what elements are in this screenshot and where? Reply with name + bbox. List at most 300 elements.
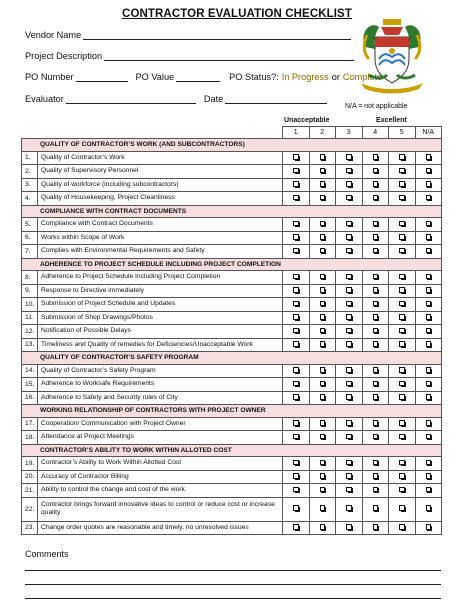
rating-checkbox[interactable] (399, 248, 405, 254)
rating-cell (362, 484, 389, 498)
rating-checkbox[interactable] (320, 301, 326, 307)
rating-cell (415, 192, 442, 206)
rating-cell (336, 298, 363, 312)
rating-checkbox[interactable] (426, 473, 432, 479)
rating-cell (283, 431, 310, 445)
rating-checkbox[interactable] (399, 221, 405, 227)
rating-cell (309, 417, 336, 431)
rating-checkbox[interactable] (373, 154, 379, 160)
rating-cell (389, 521, 416, 535)
rating-checkbox[interactable] (399, 168, 405, 174)
rating-cell (336, 151, 363, 165)
rating-checkbox[interactable] (346, 328, 352, 334)
rating-checkbox[interactable] (293, 460, 299, 466)
rating-checkbox[interactable] (373, 248, 379, 254)
rating-checkbox[interactable] (426, 367, 432, 373)
rating-checkbox[interactable] (320, 505, 326, 511)
rating-checkbox[interactable] (373, 314, 379, 320)
rating-checkbox[interactable] (426, 274, 432, 280)
date-field[interactable] (225, 95, 327, 104)
table-row (22, 298, 442, 312)
rating-cell (389, 417, 416, 431)
po-status-complete[interactable]: Complete (342, 72, 383, 82)
po-value-field[interactable] (176, 73, 220, 82)
rating-checkbox[interactable] (373, 168, 379, 174)
rating-checkbox[interactable] (399, 381, 405, 387)
rating-checkbox[interactable] (293, 367, 299, 373)
rating-checkbox[interactable] (426, 301, 432, 307)
item-criterion: Timeliness and Quality of remedies for Deficiencies/Unacceptable Work (38, 338, 283, 352)
rating-checkbox[interactable] (426, 328, 432, 334)
rating-cell (283, 470, 310, 484)
rating-cell (362, 178, 389, 192)
po-number-field[interactable] (76, 73, 128, 82)
item-number: 4. (22, 192, 38, 206)
project-description-row (25, 51, 356, 61)
rating-checkbox[interactable] (426, 234, 432, 240)
rating-checkbox[interactable] (320, 234, 326, 240)
rating-checkbox[interactable] (426, 341, 432, 347)
rating-cell (415, 417, 442, 431)
rating-checkbox[interactable] (293, 341, 299, 347)
rating-cell (362, 457, 389, 471)
rating-cell (283, 151, 310, 165)
rating-cell (309, 311, 336, 325)
rating-checkbox[interactable] (293, 328, 299, 334)
rating-checkbox[interactable] (399, 420, 405, 426)
rating-cell (309, 484, 336, 498)
rating-cell (336, 218, 363, 232)
comments-line[interactable] (25, 584, 441, 585)
rating-checkbox[interactable] (373, 367, 379, 373)
rating-cell (389, 284, 416, 298)
rating-cell (362, 165, 389, 179)
rating-cell (336, 364, 363, 378)
rating-cell (389, 311, 416, 325)
rating-checkbox[interactable] (399, 154, 405, 160)
item-number: 16. (22, 391, 38, 405)
item-criterion: Response to Directive immediately (38, 284, 283, 298)
rating-checkbox[interactable] (426, 168, 432, 174)
rating-cell (389, 298, 416, 312)
rating-checkbox[interactable] (293, 301, 299, 307)
rating-checkbox[interactable] (320, 524, 326, 530)
rating-checkbox[interactable] (426, 434, 432, 440)
rating-cell (389, 338, 416, 352)
rating-cell (389, 325, 416, 339)
rating-cell (283, 325, 310, 339)
scale-high-label: Excellent (376, 117, 407, 124)
rating-checkbox[interactable] (373, 328, 379, 334)
rating-checkbox[interactable] (293, 434, 299, 440)
rating-checkbox[interactable] (399, 195, 405, 201)
rating-cell (336, 417, 363, 431)
na-note: N/A = not applicable (345, 103, 408, 110)
item-criterion: Adherence to Project Schedule Including Project Completion (38, 271, 283, 285)
rating-cell (309, 192, 336, 206)
rating-column-header: N/A (415, 127, 442, 139)
rating-checkbox[interactable] (346, 195, 352, 201)
item-criterion: Change order quotes are reasonable and timely, no unresolved issues (38, 521, 283, 535)
rating-checkbox[interactable] (346, 367, 352, 373)
rating-checkbox[interactable] (346, 487, 352, 493)
rating-checkbox[interactable] (373, 287, 379, 293)
table-row (22, 521, 442, 535)
rating-checkbox[interactable] (346, 248, 352, 254)
rating-cell (309, 245, 336, 259)
rating-checkbox[interactable] (293, 287, 299, 293)
rating-checkbox[interactable] (426, 420, 432, 426)
rating-checkbox[interactable] (293, 168, 299, 174)
item-criterion: Quality of Contractor’s Safety Program (38, 364, 283, 378)
rating-cell (283, 497, 310, 521)
table-row (22, 417, 442, 431)
rating-cell (415, 165, 442, 179)
rating-checkbox[interactable] (346, 434, 352, 440)
rating-checkbox[interactable] (320, 381, 326, 387)
rating-checkbox[interactable] (320, 181, 326, 187)
rating-checkbox[interactable] (399, 301, 405, 307)
rating-checkbox[interactable] (373, 195, 379, 201)
rating-checkbox[interactable] (320, 328, 326, 334)
rating-cell (283, 521, 310, 535)
rating-checkbox[interactable] (399, 314, 405, 320)
table-row (22, 431, 442, 445)
item-number: 3. (22, 178, 38, 192)
rating-cell (415, 271, 442, 285)
rating-checkbox[interactable] (373, 381, 379, 387)
rating-cell (336, 231, 363, 245)
rating-cell (336, 165, 363, 179)
rating-checkbox[interactable] (320, 195, 326, 201)
rating-checkbox[interactable] (399, 287, 405, 293)
rating-checkbox[interactable] (426, 195, 432, 201)
rating-cell (283, 391, 310, 405)
rating-checkbox[interactable] (426, 394, 432, 400)
rating-checkbox[interactable] (293, 248, 299, 254)
vendor-name-field[interactable] (83, 31, 351, 40)
rating-checkbox[interactable] (320, 154, 326, 160)
rating-cell (415, 284, 442, 298)
table-row (22, 192, 442, 206)
po-status-or: or (331, 72, 340, 82)
item-number: 19. (22, 457, 38, 471)
rating-checkbox[interactable] (426, 221, 432, 227)
coat-of-arms-icon (357, 17, 427, 95)
item-criterion: Quality of Housekeeping, Project Cleanliness (38, 192, 283, 206)
rating-cell (336, 470, 363, 484)
rating-checkbox[interactable] (426, 248, 432, 254)
rating-cell (362, 271, 389, 285)
rating-checkbox[interactable] (399, 394, 405, 400)
rating-checkbox[interactable] (346, 394, 352, 400)
section-title: QUALITY OF CONTRACTOR’S WORK (AND SUBCONTRACTORS) (22, 139, 442, 152)
rating-checkbox[interactable] (399, 460, 405, 466)
rating-checkbox[interactable] (426, 314, 432, 320)
rating-checkbox[interactable] (293, 473, 299, 479)
rating-checkbox[interactable] (346, 154, 352, 160)
rating-cell (362, 364, 389, 378)
rating-checkbox[interactable] (320, 341, 326, 347)
rating-checkbox[interactable] (320, 394, 326, 400)
item-criterion: Contractor brings forward innovative ideas to control or reduce cost or increase quality (38, 497, 283, 521)
item-criterion: Complies with Environmental Requirements and Safety (38, 245, 283, 259)
rating-cell (309, 391, 336, 405)
rating-checkbox[interactable] (426, 505, 432, 511)
rating-checkbox[interactable] (346, 341, 352, 347)
rating-checkbox[interactable] (426, 154, 432, 160)
rating-cell (283, 364, 310, 378)
rating-cell (309, 165, 336, 179)
rating-cell (309, 284, 336, 298)
rating-cell (309, 521, 336, 535)
item-number: 2. (22, 165, 38, 179)
rating-checkbox[interactable] (373, 420, 379, 426)
table-row (22, 378, 442, 392)
rating-checkbox[interactable] (293, 505, 299, 511)
item-number: 15. (22, 378, 38, 392)
rating-cell (336, 245, 363, 259)
rating-checkbox[interactable] (293, 195, 299, 201)
table-row (22, 470, 442, 484)
rating-cell (415, 521, 442, 535)
table-row (22, 338, 442, 352)
rating-checkbox[interactable] (293, 221, 299, 227)
section-header-row (22, 352, 442, 365)
rating-checkbox[interactable] (373, 460, 379, 466)
rating-checkbox[interactable] (373, 487, 379, 493)
item-criterion: Quality of workforce (including subcontractors) (38, 178, 283, 192)
rating-checkbox[interactable] (320, 248, 326, 254)
evaluator-field[interactable] (66, 95, 196, 104)
rating-checkbox[interactable] (346, 473, 352, 479)
rating-checkbox[interactable] (320, 287, 326, 293)
po-status-label: PO Status?: (229, 72, 279, 82)
rating-checkbox[interactable] (426, 287, 432, 293)
rating-checkbox[interactable] (426, 487, 432, 493)
item-criterion: Cooperation/ Communication with Project Owner (38, 417, 283, 431)
rating-cell (336, 378, 363, 392)
rating-checkbox[interactable] (346, 301, 352, 307)
rating-checkbox[interactable] (346, 420, 352, 426)
rating-checkbox[interactable] (320, 434, 326, 440)
rating-cell (362, 311, 389, 325)
project-description-field[interactable] (104, 52, 354, 61)
rating-checkbox[interactable] (373, 341, 379, 347)
rating-cell (415, 231, 442, 245)
rating-cell (309, 218, 336, 232)
rating-checkbox[interactable] (320, 274, 326, 280)
rating-cell (309, 151, 336, 165)
rating-checkbox[interactable] (320, 487, 326, 493)
rating-cell (389, 178, 416, 192)
rating-column-header: 2 (309, 127, 336, 139)
rating-cell (336, 391, 363, 405)
vendor-name-label: Vendor Name (25, 30, 82, 40)
rating-checkbox[interactable] (399, 181, 405, 187)
rating-cell (362, 245, 389, 259)
rating-checkbox[interactable] (346, 221, 352, 227)
rating-cell (336, 521, 363, 535)
rating-checkbox[interactable] (293, 487, 299, 493)
rating-checkbox[interactable] (373, 434, 379, 440)
rating-checkbox[interactable] (346, 381, 352, 387)
item-number: 22. (22, 497, 38, 521)
rating-checkbox[interactable] (399, 341, 405, 347)
rating-cell (362, 470, 389, 484)
table-row (22, 325, 442, 339)
rating-checkbox[interactable] (346, 505, 352, 511)
section-header-row (22, 405, 442, 418)
rating-checkbox[interactable] (346, 460, 352, 466)
rating-cell (415, 151, 442, 165)
item-criterion: Ability to control the change and cost of the work (38, 484, 283, 498)
item-number: 13. (22, 338, 38, 352)
rating-checkbox[interactable] (399, 524, 405, 530)
item-number: 5. (22, 218, 38, 232)
rating-cell (389, 165, 416, 179)
rating-checkbox[interactable] (293, 381, 299, 387)
rating-checkbox[interactable] (346, 524, 352, 530)
item-criterion: Quality of Supervisory Personnel (38, 165, 283, 179)
po-status-in-progress[interactable]: In Progress (281, 72, 329, 82)
table-row (22, 364, 442, 378)
table-row (22, 271, 442, 285)
rating-checkbox[interactable] (373, 181, 379, 187)
table-row (22, 484, 442, 498)
rating-cell (362, 192, 389, 206)
date-label: Date (203, 94, 224, 104)
rating-column-header: 3 (336, 127, 363, 139)
rating-cell (362, 231, 389, 245)
rating-cell (283, 417, 310, 431)
rating-cell (389, 245, 416, 259)
rating-cell (415, 325, 442, 339)
rating-cell (336, 431, 363, 445)
rating-checkbox[interactable] (399, 274, 405, 280)
rating-checkbox[interactable] (320, 168, 326, 174)
rating-cell (362, 431, 389, 445)
rating-checkbox[interactable] (346, 168, 352, 174)
rating-cell (309, 457, 336, 471)
rating-cell (415, 470, 442, 484)
po-number-label: PO Number (25, 72, 74, 82)
rating-cell (362, 417, 389, 431)
rating-checkbox[interactable] (373, 394, 379, 400)
rating-checkbox[interactable] (373, 505, 379, 511)
rating-cell (415, 457, 442, 471)
rating-cell (309, 338, 336, 352)
rating-checkbox[interactable] (373, 473, 379, 479)
item-number: 14. (22, 364, 38, 378)
rating-header-row (22, 127, 442, 139)
rating-checkbox[interactable] (346, 181, 352, 187)
section-title: COMPLIANCE WITH CONTRACT DOCUMENTS (22, 205, 442, 218)
rating-cell (415, 378, 442, 392)
rating-checkbox[interactable] (320, 221, 326, 227)
rating-cell (309, 470, 336, 484)
item-criterion: Submission of Shop Drawings/Photos (38, 311, 283, 325)
rating-cell (336, 497, 363, 521)
rating-cell (283, 378, 310, 392)
rating-cell (415, 364, 442, 378)
rating-cell (415, 245, 442, 259)
rating-cell (415, 311, 442, 325)
table-row (22, 165, 442, 179)
rating-checkbox[interactable] (320, 367, 326, 373)
rating-cell (336, 178, 363, 192)
rating-checkbox[interactable] (399, 473, 405, 479)
rating-cell (389, 271, 416, 285)
comments-line[interactable] (25, 598, 441, 599)
rating-checkbox[interactable] (346, 274, 352, 280)
rating-checkbox[interactable] (320, 460, 326, 466)
rating-checkbox[interactable] (293, 394, 299, 400)
rating-checkbox[interactable] (320, 420, 326, 426)
rating-cell (336, 484, 363, 498)
item-number: 6. (22, 231, 38, 245)
rating-cell (389, 391, 416, 405)
rating-cell (309, 378, 336, 392)
rating-cell (389, 470, 416, 484)
rating-checkbox[interactable] (346, 234, 352, 240)
rating-checkbox[interactable] (426, 524, 432, 530)
rating-checkbox[interactable] (399, 434, 405, 440)
rating-checkbox[interactable] (293, 154, 299, 160)
rating-checkbox[interactable] (426, 381, 432, 387)
rating-column-header: 1 (283, 127, 310, 139)
rating-checkbox[interactable] (293, 274, 299, 280)
rating-checkbox[interactable] (293, 181, 299, 187)
rating-checkbox[interactable] (399, 367, 405, 373)
item-criterion: Works within Scope of Work (38, 231, 283, 245)
rating-checkbox[interactable] (373, 221, 379, 227)
rating-checkbox[interactable] (399, 505, 405, 511)
rating-checkbox[interactable] (293, 314, 299, 320)
rating-checkbox[interactable] (320, 473, 326, 479)
rating-checkbox[interactable] (346, 314, 352, 320)
rating-checkbox[interactable] (373, 301, 379, 307)
rating-checkbox[interactable] (399, 328, 405, 334)
item-number: 9. (22, 284, 38, 298)
item-criterion: Adherence to Safety and Security rules of City (38, 391, 283, 405)
project-description-label: Project Description (25, 51, 103, 61)
rating-cell (283, 245, 310, 259)
rating-checkbox[interactable] (346, 287, 352, 293)
rating-cell (389, 431, 416, 445)
rating-checkbox[interactable] (293, 234, 299, 240)
rating-checkbox[interactable] (426, 460, 432, 466)
rating-checkbox[interactable] (373, 274, 379, 280)
evaluator-row (25, 94, 329, 104)
rating-checkbox[interactable] (426, 181, 432, 187)
rating-checkbox[interactable] (293, 524, 299, 530)
section-title: ADHERENCE TO PROJECT SCHEDULE INCLUDING PROJECT COMPLETION (22, 258, 442, 271)
rating-column-header: 5 (389, 127, 416, 139)
rating-checkbox[interactable] (293, 420, 299, 426)
rating-checkbox[interactable] (373, 234, 379, 240)
rating-cell (336, 338, 363, 352)
rating-checkbox[interactable] (399, 487, 405, 493)
comments-line[interactable] (25, 570, 441, 571)
rating-checkbox[interactable] (320, 314, 326, 320)
section-header-row (22, 205, 442, 218)
section-title: WORKING RELATIONSHIP OF CONTRACTORS WITH PROJECT OWNER (22, 405, 442, 418)
rating-cell (336, 457, 363, 471)
rating-checkbox[interactable] (373, 524, 379, 530)
table-row (22, 178, 442, 192)
rating-checkbox[interactable] (399, 234, 405, 240)
